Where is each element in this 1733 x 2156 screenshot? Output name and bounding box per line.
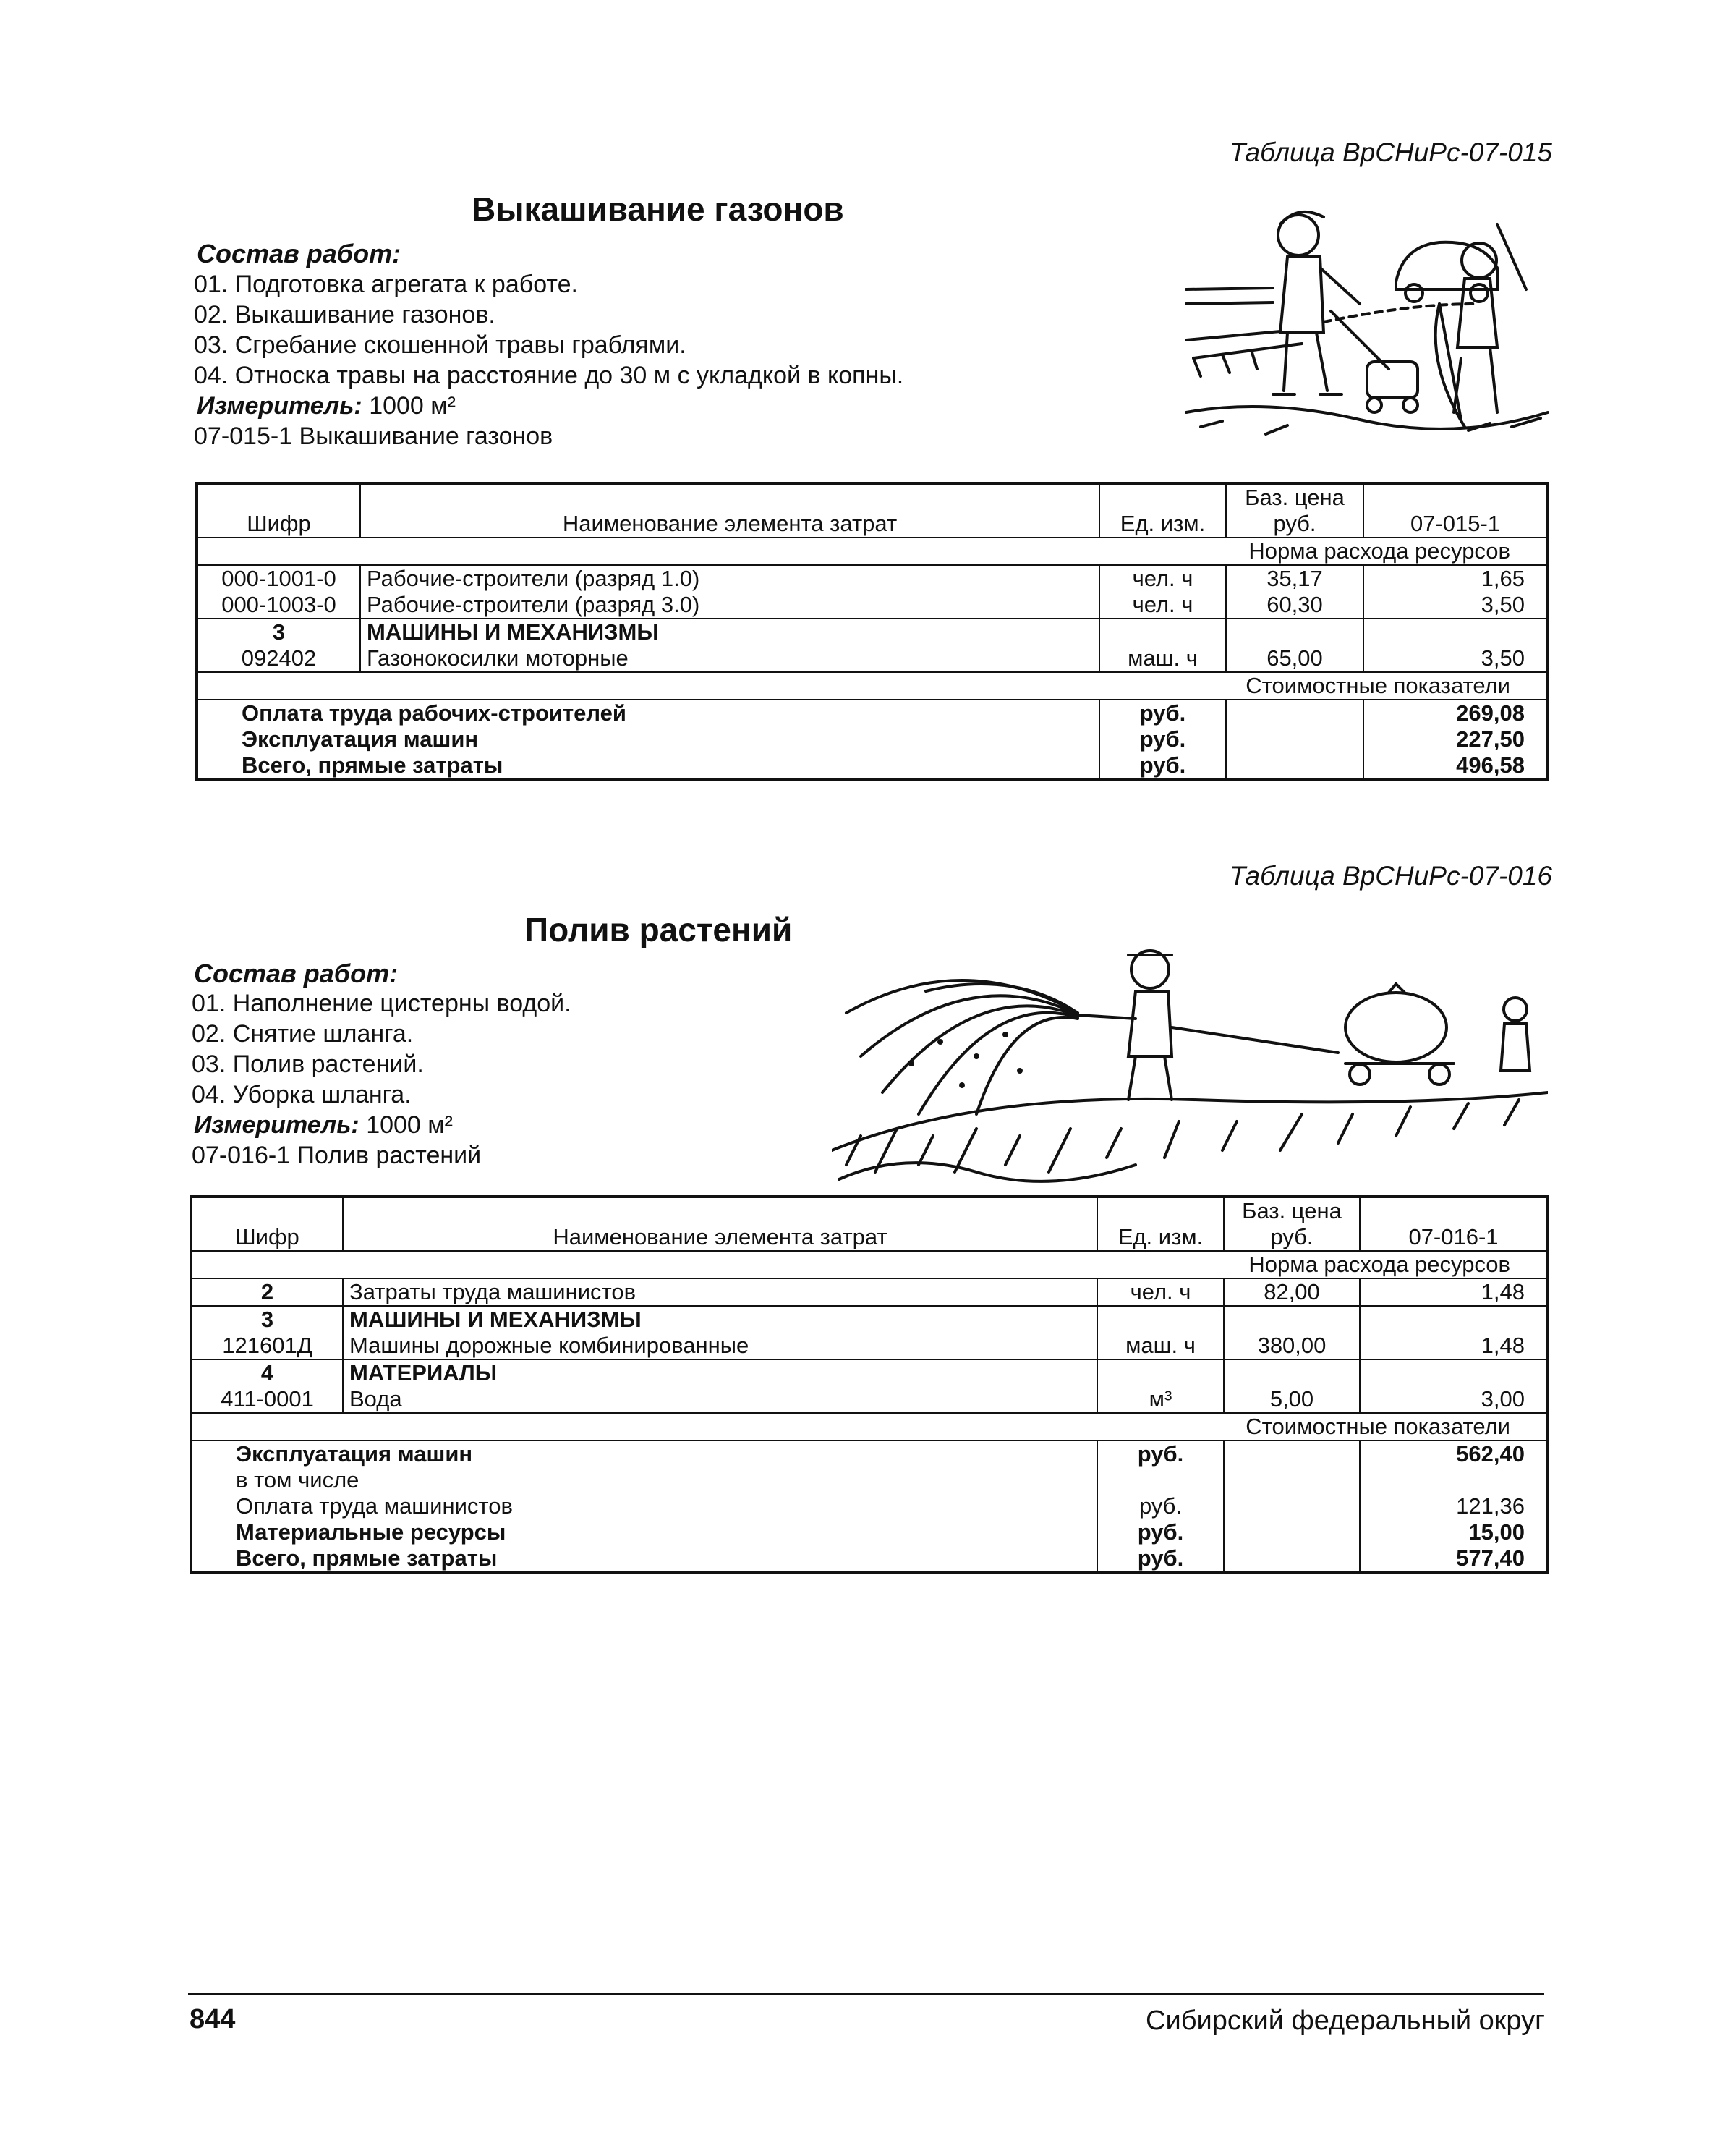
cell-name: Машины дорожные комбинированные	[343, 1333, 1097, 1359]
summary-empty	[1226, 752, 1363, 780]
header-rate-code: 07-015-1	[1363, 483, 1548, 538]
resource-table-2	[190, 1195, 1549, 1574]
cell-name: Рабочие-строители (разряд 1.0)	[360, 565, 1099, 592]
summary-row	[197, 752, 1548, 780]
summary-value: 269,08	[1363, 700, 1548, 726]
cell-code: 3	[191, 1306, 343, 1333]
cell-unit: маш. ч	[1097, 1333, 1224, 1359]
lawn-mowing-illustration	[1179, 195, 1555, 441]
table-row	[197, 619, 1548, 645]
cell-unit	[1099, 619, 1226, 645]
summary-empty	[1224, 1440, 1360, 1467]
summary-empty	[1224, 1519, 1360, 1545]
cell-unit	[1097, 1359, 1224, 1386]
summary-value: 577,40	[1360, 1545, 1548, 1573]
summary-value: 15,00	[1360, 1519, 1548, 1545]
cell-name: Рабочие-строители (разряд 3.0)	[360, 592, 1099, 619]
cell-value: 3,50	[1363, 645, 1548, 672]
summary-label: Оплата труда рабочих-строителей	[242, 700, 626, 726]
cell-price	[1224, 1306, 1360, 1333]
code-line-2: 07-016-1 Полив растений	[192, 1142, 482, 1169]
cell-code: 2	[260, 1279, 274, 1304]
footer-rule	[188, 1993, 1544, 1995]
table-row	[197, 565, 1548, 592]
cell-price: 380,00	[1224, 1333, 1360, 1359]
cell-price	[1226, 619, 1363, 645]
page-number: 844	[190, 2004, 236, 2034]
watering-illustration	[832, 933, 1548, 1194]
table-row	[191, 1306, 1548, 1333]
cell-name: МАШИНЫ И МЕХАНИЗМЫ	[360, 619, 1099, 645]
table-label-1: Таблица ВрСНиРс-07-015	[1229, 137, 1552, 167]
summary-unit: руб.	[1099, 726, 1226, 752]
summary-value: 496,58	[1363, 752, 1548, 780]
section-cost-label: Стоимостные показатели	[191, 1413, 1548, 1440]
summary-unit: руб.	[1097, 1493, 1224, 1519]
cell-price: 60,30	[1226, 592, 1363, 619]
cell-value: 1,48	[1360, 1278, 1548, 1306]
composition-label-2: Состав работ:	[194, 959, 399, 988]
measure-1	[197, 391, 456, 421]
summary-unit	[1097, 1467, 1224, 1493]
summary-label: Всего, прямые затраты	[236, 1545, 498, 1571]
cell-value: 1,48	[1360, 1333, 1548, 1359]
resource-table-1	[195, 482, 1549, 781]
cell-code: 411-0001	[221, 1386, 314, 1412]
summary-row	[197, 700, 1548, 726]
section-norm-label: Норма расхода ресурсов	[191, 1251, 1548, 1278]
cell-code: 000-1003-0	[221, 592, 336, 617]
cell-value: 3,50	[1363, 592, 1548, 619]
step-2-3: 03. Полив растений.	[192, 1051, 424, 1078]
summary-label: Материальные ресурсы	[236, 1519, 506, 1545]
summary-value	[1360, 1467, 1548, 1493]
cell-code: 092402	[241, 645, 317, 671]
cell-unit	[1097, 1306, 1224, 1333]
summary-label: Эксплуатация машин	[242, 726, 479, 752]
summary-unit: руб.	[1097, 1440, 1224, 1467]
header-code: Шифр	[191, 1197, 343, 1251]
cell-price: 82,00	[1224, 1278, 1360, 1306]
header-code: Шифр	[197, 483, 360, 538]
cell-code: 3	[197, 619, 360, 645]
cell-price: 65,00	[1226, 645, 1363, 672]
section-norm-label: Норма расхода ресурсов	[197, 538, 1548, 565]
cell-value	[1363, 619, 1548, 645]
code-line-1: 07-015-1 Выкашивание газонов	[194, 423, 553, 450]
region-name: Сибирский федеральный округ	[1146, 2006, 1545, 2036]
summary-empty	[1224, 1545, 1360, 1573]
summary-empty	[1226, 700, 1363, 726]
cell-unit: чел. ч	[1097, 1278, 1224, 1306]
table-header-row	[197, 483, 1548, 538]
cell-unit: чел. ч	[1099, 565, 1226, 592]
cell-code: 4	[191, 1359, 343, 1386]
cell-code: 121601Д	[222, 1333, 312, 1358]
cell-value	[1360, 1359, 1548, 1386]
summary-label: Эксплуатация машин	[236, 1441, 473, 1467]
summary-label: Всего, прямые затраты	[242, 752, 503, 778]
summary-unit: руб.	[1097, 1545, 1224, 1573]
header-unit: Ед. изм.	[1097, 1197, 1224, 1251]
summary-empty	[1224, 1467, 1360, 1493]
cell-name: Затраты труда машинистов	[343, 1278, 1097, 1306]
summary-value: 227,50	[1363, 726, 1548, 752]
table-row	[197, 592, 1548, 619]
measure-value: 1000 м²	[366, 1111, 453, 1139]
cell-name: Газонокосилки моторные	[360, 645, 1099, 672]
summary-unit: руб.	[1099, 752, 1226, 780]
header-rate-code: 07-016-1	[1360, 1197, 1548, 1251]
table-section-row	[191, 1251, 1548, 1278]
step-1-4: 04. Относка травы на расстояние до 30 м с укладкой в копны.	[194, 362, 904, 389]
table-row	[197, 645, 1548, 672]
summary-empty	[1224, 1493, 1360, 1519]
table-row	[191, 1359, 1548, 1386]
table-row	[191, 1386, 1548, 1413]
table-header-row	[191, 1197, 1548, 1251]
header-name: Наименование элемента затрат	[360, 483, 1099, 538]
step-1-1: 01. Подготовка агрегата к работе.	[194, 271, 578, 298]
summary-label: Оплата труда машинистов	[236, 1493, 513, 1519]
section-cost-label: Стоимостные показатели	[197, 672, 1548, 700]
summary-value: 121,36	[1360, 1493, 1548, 1519]
summary-row	[197, 726, 1548, 752]
measure-2	[194, 1110, 453, 1140]
table-section-row	[191, 1413, 1548, 1440]
header-unit: Ед. изм.	[1099, 483, 1226, 538]
summary-row	[191, 1519, 1548, 1545]
header-price: Баз. цена руб.	[1226, 483, 1363, 538]
summary-row	[191, 1440, 1548, 1467]
section-title-2: Полив растений	[524, 911, 793, 948]
table-row	[191, 1333, 1548, 1359]
table-row	[191, 1278, 1548, 1306]
step-1-2: 02. Выкашивание газонов.	[194, 301, 495, 328]
summary-value: 562,40	[1360, 1440, 1548, 1467]
cell-unit: м³	[1097, 1386, 1224, 1413]
summary-empty	[1226, 726, 1363, 752]
step-2-2: 02. Снятие шланга.	[192, 1020, 414, 1048]
summary-row	[191, 1467, 1548, 1493]
cell-unit: чел. ч	[1099, 592, 1226, 619]
measure-label: Измеритель:	[197, 392, 362, 420]
summary-row	[191, 1545, 1548, 1573]
header-price: Баз. цена руб.	[1224, 1197, 1360, 1251]
summary-label: в том числе	[236, 1467, 359, 1493]
cell-price: 5,00	[1224, 1386, 1360, 1413]
step-1-3: 03. Сгребание скошенной травы граблями.	[194, 331, 686, 359]
header-name: Наименование элемента затрат	[343, 1197, 1097, 1251]
summary-row	[191, 1493, 1548, 1519]
measure-label: Измеритель:	[194, 1111, 359, 1139]
section-title-1: Выкашивание газонов	[472, 190, 844, 228]
composition-label-1: Состав работ:	[197, 239, 401, 268]
cell-value: 3,00	[1360, 1386, 1548, 1413]
cell-value	[1360, 1306, 1548, 1333]
cell-name: МАШИНЫ И МЕХАНИЗМЫ	[343, 1306, 1097, 1333]
table-label-2: Таблица ВрСНиРс-07-016	[1229, 861, 1552, 891]
measure-value: 1000 м²	[369, 392, 456, 420]
cell-unit: маш. ч	[1099, 645, 1226, 672]
cell-price: 35,17	[1226, 565, 1363, 592]
summary-unit: руб.	[1097, 1519, 1224, 1545]
cell-value: 1,65	[1363, 565, 1548, 592]
table-section-row	[197, 538, 1548, 565]
cell-code: 000-1001-0	[221, 566, 336, 591]
step-2-4: 04. Уборка шланга.	[192, 1081, 412, 1108]
table-section-row	[197, 672, 1548, 700]
cell-name: Вода	[343, 1386, 1097, 1413]
cell-name: МАТЕРИАЛЫ	[343, 1359, 1097, 1386]
cell-price	[1224, 1359, 1360, 1386]
summary-unit: руб.	[1099, 700, 1226, 726]
step-2-1: 01. Наполнение цистерны водой.	[192, 990, 571, 1017]
